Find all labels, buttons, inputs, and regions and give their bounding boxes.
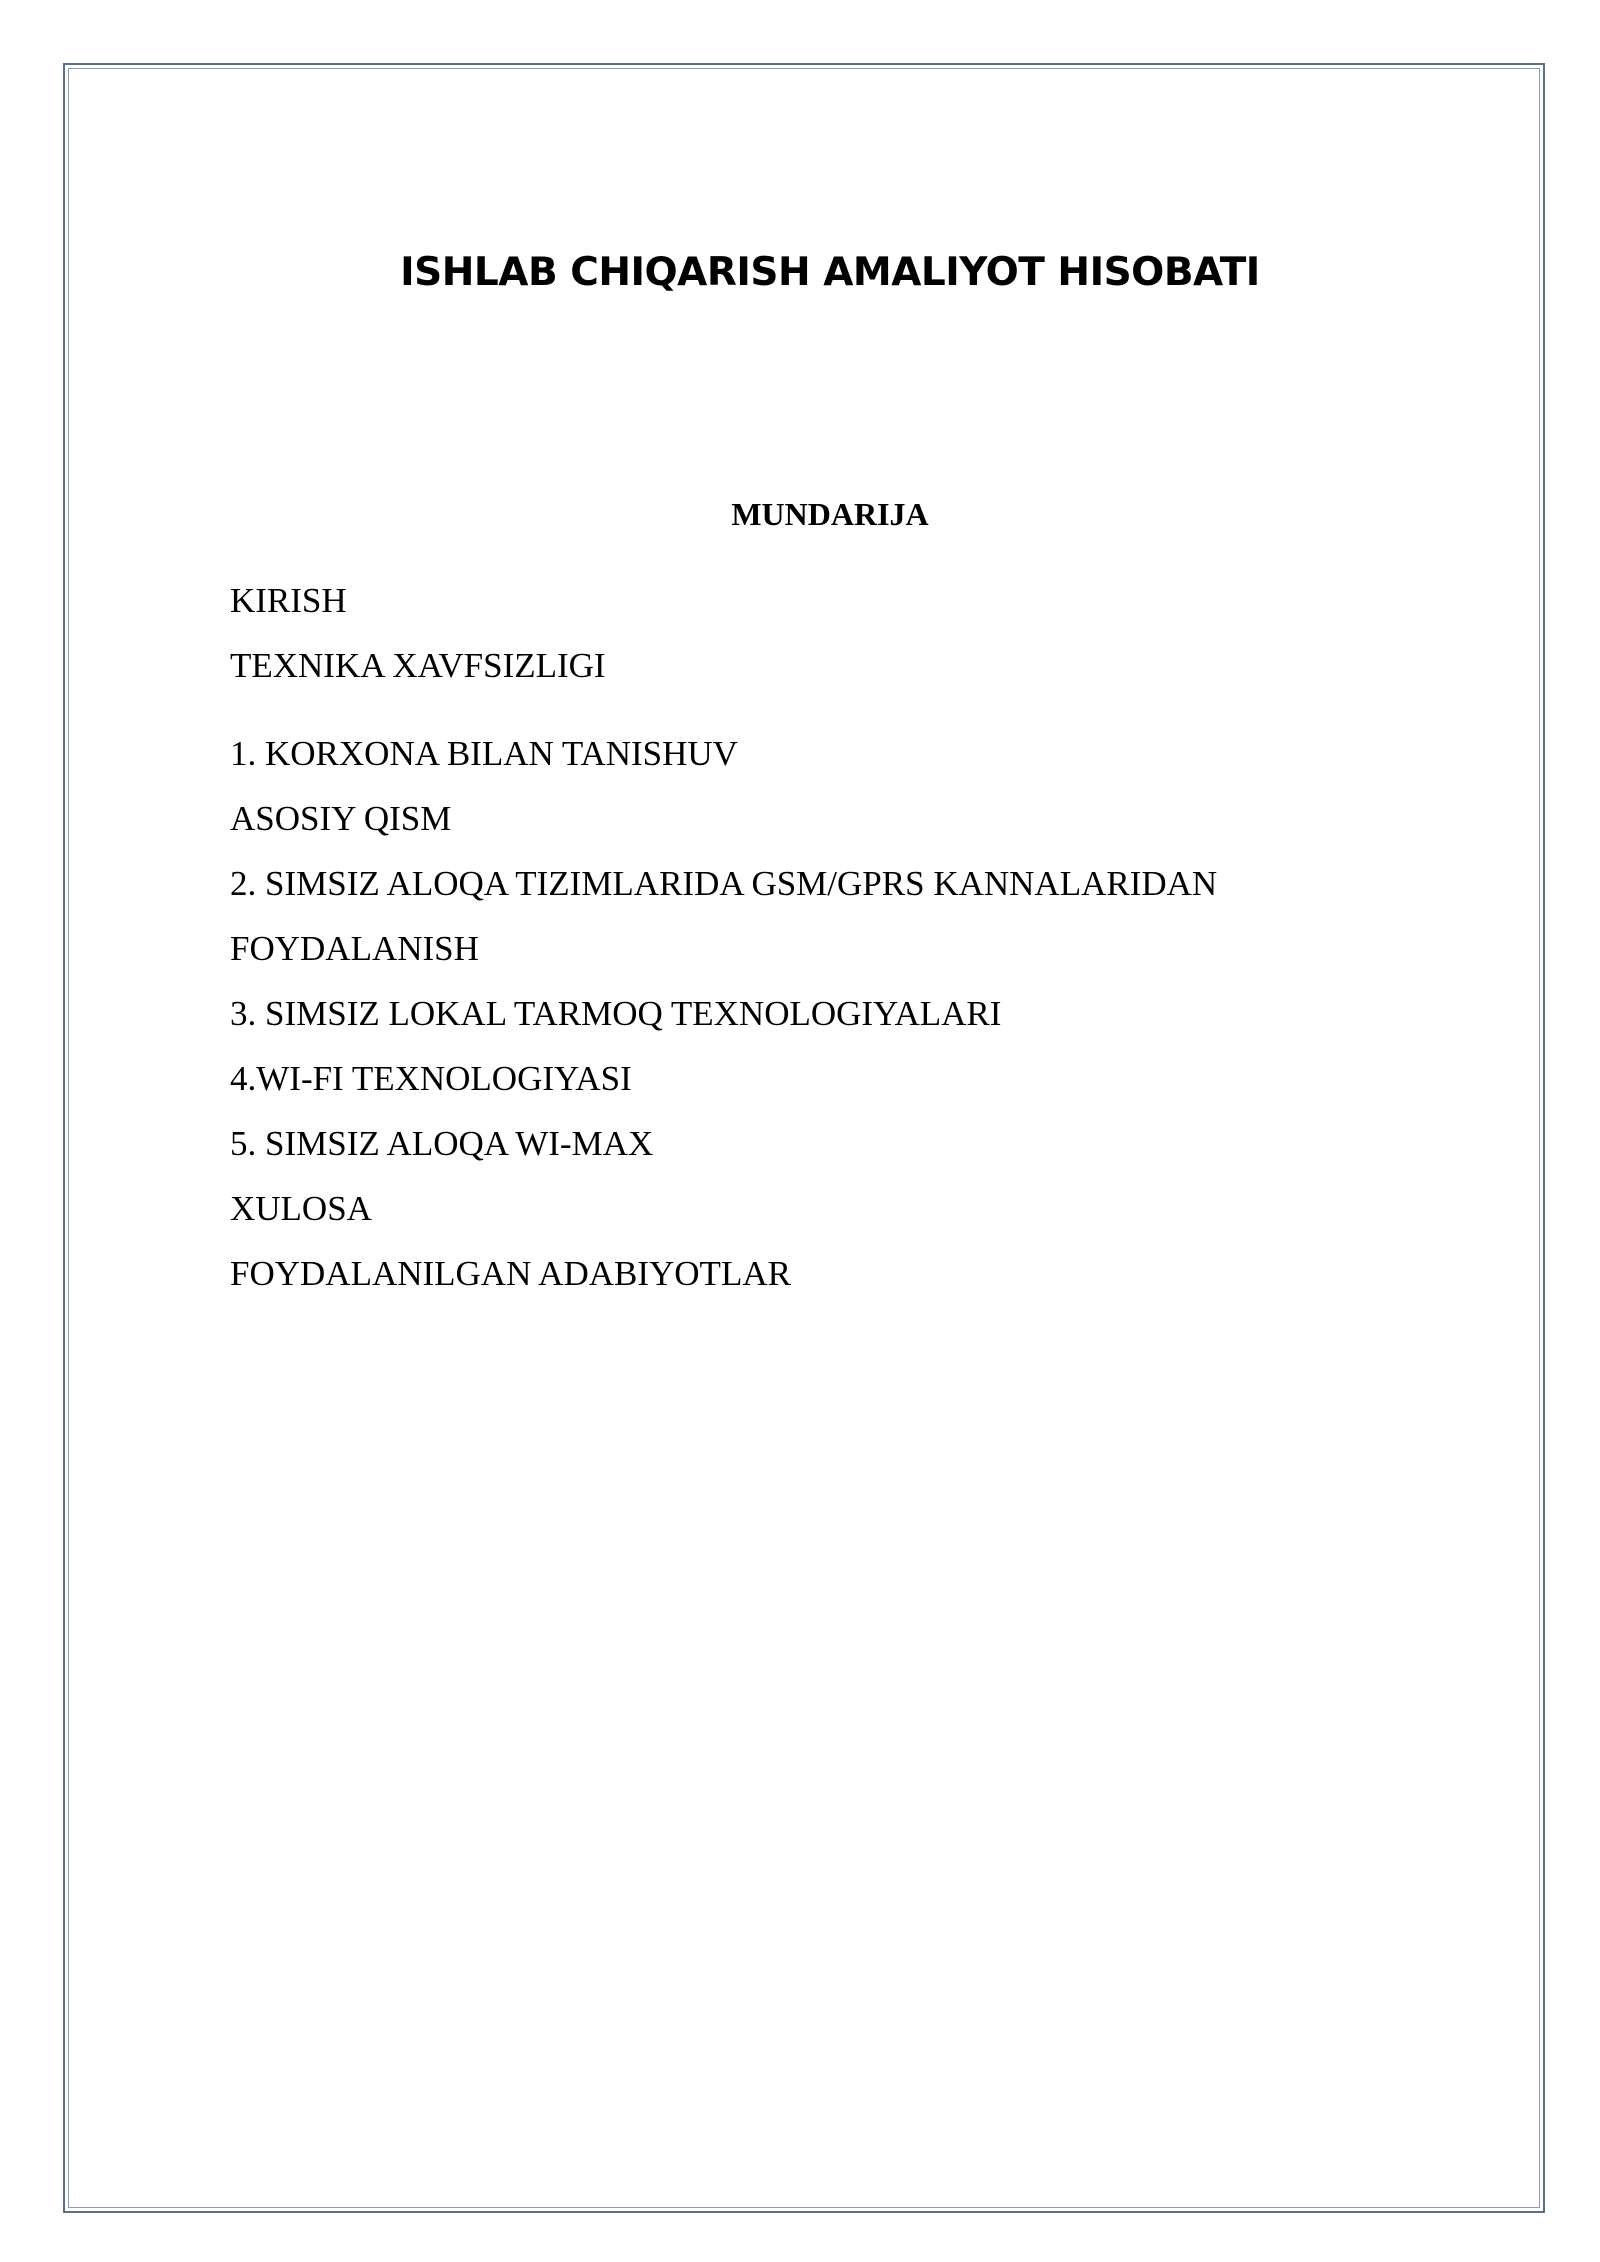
document-title: ISHLAB CHIQARISH AMALIYOT HISOBATI bbox=[400, 250, 1260, 295]
toc-item-korxona-bilan-tanishuv: 1. KORXONA BILAN TANISHUV bbox=[230, 734, 738, 773]
toc-item-gsm-gprs: 2. SIMSIZ ALOQA TIZIMLARIDA GSM/GPRS KANNALARIDAN bbox=[230, 864, 1218, 903]
toc-item-xulosa: XULOSA bbox=[230, 1189, 372, 1228]
table-of-contents bbox=[230, 578, 1217, 1316]
toc-item-texnika-xavfsizligi: TEXNIKA XAVFSIZLIGI bbox=[230, 646, 606, 685]
toc-item-asosiy-qism: ASOSIY QISM bbox=[230, 799, 452, 838]
toc-item-wi-max: 5. SIMSIZ ALOQA WI-MAX bbox=[230, 1124, 654, 1163]
toc-heading: MUNDARIJA bbox=[731, 496, 929, 532]
toc-item-foydalanish: FOYDALANISH bbox=[230, 929, 479, 968]
toc-item-lokal-tarmoq: 3. SIMSIZ LOKAL TARMOQ TEXNOLOGIYALARI bbox=[230, 994, 1002, 1033]
toc-item-kirish: KIRISH bbox=[230, 581, 347, 620]
toc-item-wi-fi: 4.WI-FI TEXNOLOGIYASI bbox=[230, 1059, 632, 1098]
toc-item-adabiyotlar: FOYDALANILGAN ADABIYOTLAR bbox=[230, 1254, 791, 1293]
